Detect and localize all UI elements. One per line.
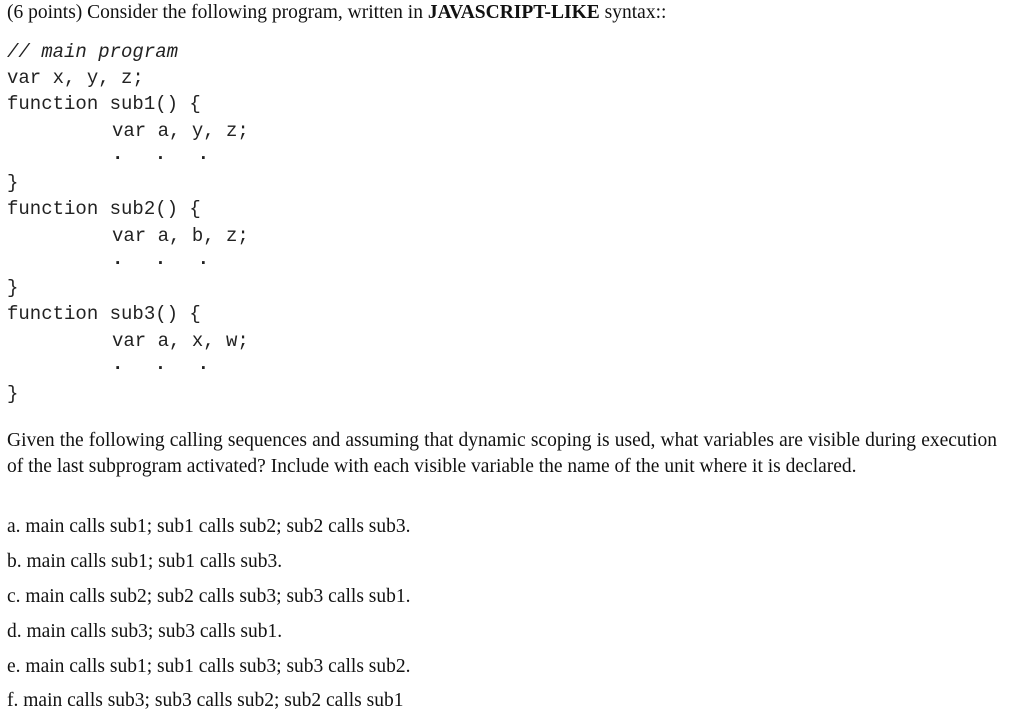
list-item: b. main calls sub1; sub1 calls sub3. [7,551,283,572]
problem-header [7,2,666,24]
code-sub2-header: function sub2() { [7,198,201,220]
code-sub1-ellipsis: . . . [112,143,220,165]
code-sub2-ellipsis: . . . [112,248,220,270]
list-item: a. main calls sub1; sub1 calls sub2; sub2 calls sub3. [7,516,411,537]
language-name: JAVASCRIPT-LIKE [427,2,600,23]
code-main-vars: var x, y, z; [7,67,144,89]
code-sub1-close: } [7,172,19,194]
list-item: f. main calls sub3; sub3 calls sub2; sub2 calls sub1 [7,690,404,711]
list-item: e. main calls sub1; sub1 calls sub3; sub3 calls sub2. [7,656,411,677]
header-tail-text: syntax:: [604,2,667,23]
code-sub3-close: } [7,383,19,405]
points-label: (6 points) [7,2,83,23]
code-sub3-header: function sub3() { [7,303,201,325]
code-sub3-ellipsis: . . . [112,353,220,375]
code-sub1-header: function sub1() { [7,93,201,115]
list-item: c. main calls sub2; sub2 calls sub3; sub3 calls sub1. [7,586,411,607]
header-lead-text: Consider the following program, written in [87,2,423,23]
code-sub2-close: } [7,277,19,299]
code-sub2-vars: var a, b, z; [112,225,249,247]
question-text: Given the following calling sequences and assuming that dynamic scoping is used, what variables are visible during execution of the last subprogram activated? Include with each visible variable the name of the unit where it is declared. [7,430,997,477]
code-sub1-vars: var a, y, z; [112,120,249,142]
code-sub3-vars: var a, x, w; [112,330,249,352]
list-item: d. main calls sub3; sub3 calls sub1. [7,621,283,642]
code-comment: // main program [7,41,179,63]
